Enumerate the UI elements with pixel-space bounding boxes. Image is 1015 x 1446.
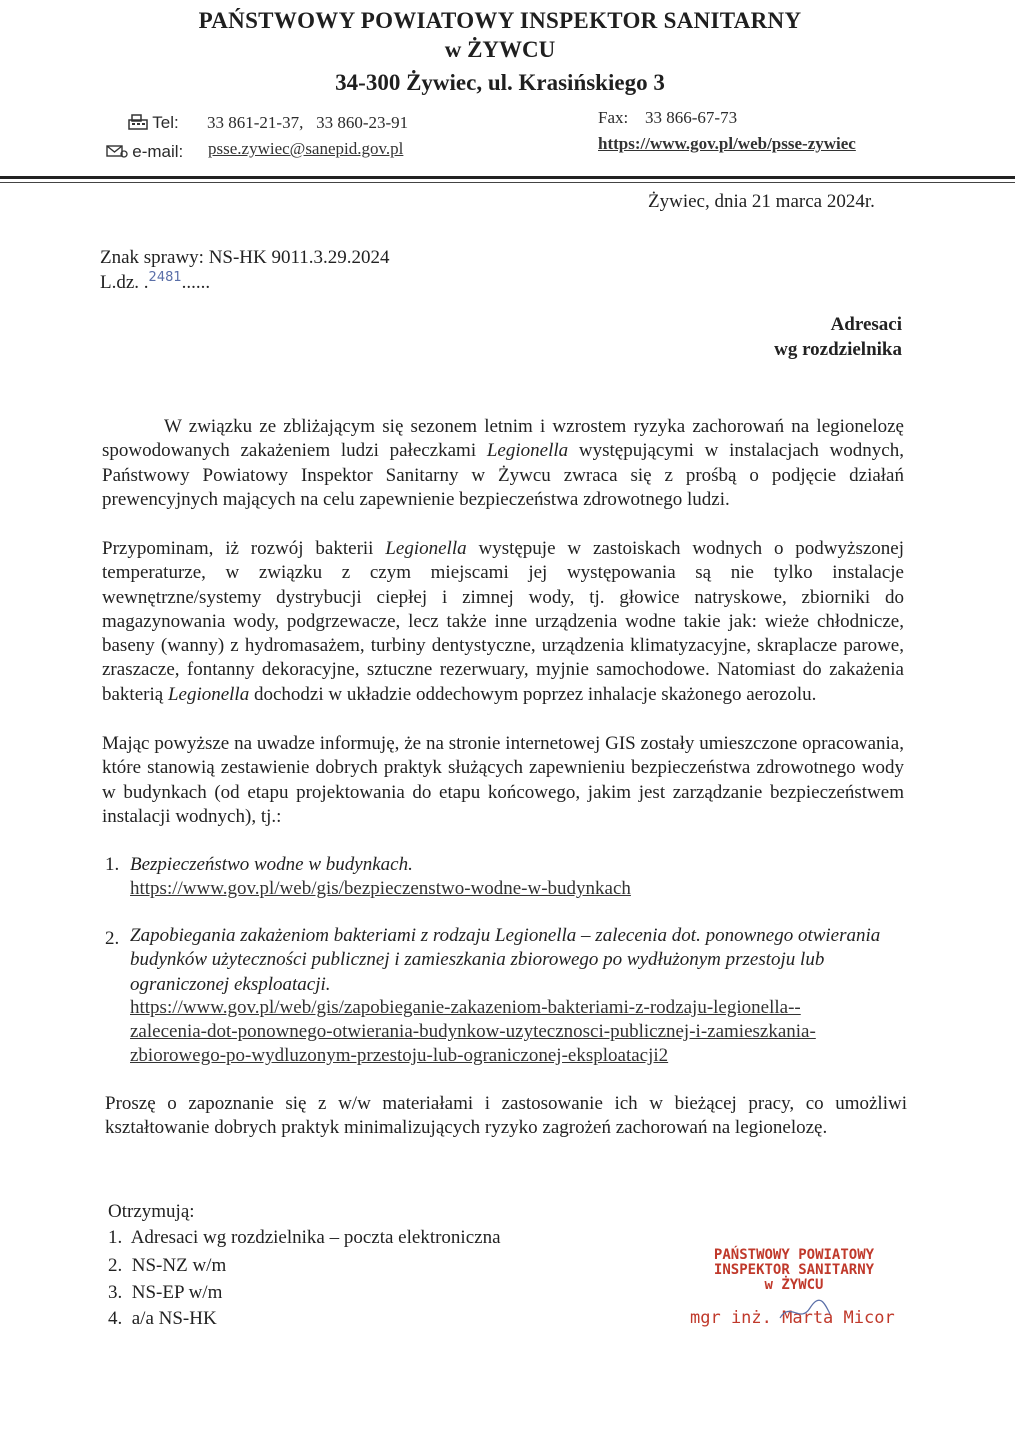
p2-text-a: Przypominam, iż rozwój bakterii [102, 538, 386, 559]
fax-label: Fax: [598, 108, 629, 127]
header-divider-thin [0, 182, 1015, 183]
signature-mark [775, 1296, 835, 1326]
fax-phone-icon [128, 114, 148, 135]
institution-city: w ŻYWCU [444, 37, 556, 62]
ldz-reference [100, 271, 210, 297]
addressee-line1: Adresaci [830, 314, 902, 335]
email-icon [106, 143, 128, 163]
p1-text-b: występującymi w instalacjach wodnych, Państwowy Powiatowy Inspektor Sanitarny w Żywcu zwraca się z prośbą o podjęcie działań prewencyjnych mających na celu zapewnienie bezpieczeństwa zdrowotnego ludzi. [102, 440, 904, 510]
p2-emphasis: Legionella [385, 538, 467, 559]
tel-row [128, 113, 179, 135]
case-reference: Znak sprawy: NS-HK 9011.3.29.2024 [100, 247, 390, 268]
stamp-line1: PAŃSTWOWY POWIATOWY [713, 1247, 875, 1263]
p2-emphasis-2: Legionella [167, 683, 250, 705]
link-item-2-title [130, 924, 905, 997]
email-row [106, 142, 183, 163]
ldz-handwritten-number: 2481 [148, 270, 182, 285]
ldz-suffix: ...... [181, 272, 211, 293]
link-item-2-number: 2. [105, 928, 120, 949]
paragraph-3: Mając powyższe na uwadze informuję, że na stronie internetowej GIS zostały umieszczone opracowania, które stanowią zestawienie dobrych praktyk służących zapewnieniu bezpieczeństwa zdrowotnego wody w budynkach (od etapu projektowania do etapu końcowego, jakim jest zarządzanie bezpieczeństwem instalacji wodnych), tj.: [102, 733, 904, 827]
date-line: Żywiec, dnia 21 marca 2024r. [648, 191, 875, 212]
p1-emphasis: Legionella [486, 440, 569, 462]
institution-address: 34-300 Żywiec, ul. Krasińskiego 3 [335, 70, 665, 95]
recipient-item: 2. NS-NZ w/m [108, 1255, 227, 1276]
link-item-2-title-text: Zapobiegania zakażeniom bakteriami z rodzaju Legionella – zalecenia dot. ponownego otwierania budynków użyteczności publicznej i zamieszkania zbiorowego po wydłużonym przestoju lub ograniczonej eksploatacji. [130, 925, 881, 995]
stamp-line2: INSPEKTOR SANITARNY [713, 1262, 875, 1278]
email-link[interactable]: psse.zywiec@sanepid.gov.pl [208, 139, 404, 158]
website-link[interactable]: https://www.gov.pl/web/psse-zywiec [598, 134, 856, 153]
email-label: e-mail: [132, 142, 184, 161]
official-stamp [678, 1248, 910, 1293]
recipient-item: 3. NS-EP w/m [108, 1282, 223, 1303]
fax-value: 33 866-67-73 [645, 108, 738, 127]
paragraph-4: Proszę o zapoznanie się z w/w materiałami i zastosowanie ich w bieżącej pracy, co umożliwi kształtowanie dobrych praktyk minimalizujących ryzyko zagrożeń zachorowań na legionelozę. [105, 1093, 907, 1139]
institution-name: PAŃSTWOWY POWIATOWY INSPEKTOR SANITARNY [198, 8, 802, 33]
header-divider [0, 176, 1015, 179]
recipients-heading: Otrzymują: [108, 1201, 195, 1222]
p2-text-c: dochodzi w układzie oddechowym poprzez inhalacje skażonego aerozolu. [249, 683, 817, 705]
link-item-1-number: 1. [105, 854, 120, 875]
recipient-item: 4. a/a NS-HK [108, 1308, 217, 1329]
recipient-item: 1. Adresaci wg rozdzielnika – poczta elektroniczna [108, 1227, 501, 1248]
link-item-2-url-line2[interactable]: zalecenia-dot-ponownego-otwierania-budynkow-uzytecznosci-publicznej-i-zamieszkania- [130, 1021, 816, 1042]
paragraph-1 [102, 415, 904, 512]
link-item-1-title [130, 853, 413, 877]
stamp-signer: mgr inż. Marta Micor [690, 1308, 895, 1328]
p2-text-b: występuje w zastoiskach wodnych o podwyższonej temperaturze, w związku z czym miejscami jej występowania są nie tylko instalacje wewnętrzne/systemy dystrybucji ciepłej i zimnej wody, tj. głowice natryskowe, zbiorniki do magazynowania wody, podgrzewacze, lecz także inne urządzenia wodne takie jak: wieże chłodnicze, baseny (wanny) z hydromasażem, turbiny dentystyczne, urządzenia klimatyzacyjne, skraplacze parowe, zraszacze, fontanny dekoracyjne, sztuczne rezerwuary, myjnie samochodowe. Natomiast do zakażenia bakterią [102, 538, 904, 705]
link-item-1-url[interactable]: https://www.gov.pl/web/gis/bezpieczenstwo-wodne-w-budynkach [130, 878, 631, 899]
link-item-2-url-line3[interactable]: zbiorowego-po-wydluzonym-przestoju-lub-ograniczonej-eksploatacji2 [130, 1045, 669, 1066]
tel-label: Tel: [152, 113, 179, 132]
stamp-line3: w ŻYWCU [764, 1277, 824, 1293]
paragraph-2 [102, 537, 904, 707]
tel-value: 33 861-21-37, 33 860-23-91 [207, 113, 409, 132]
link-item-1-title-text: Bezpieczeństwo wodne w budynkach. [130, 854, 413, 875]
ldz-prefix: L.dz. . [100, 272, 149, 293]
p1-text-a: W związku ze zbliżającym się sezonem letnim i wzrostem ryzyka zachorowań na legionelozę spowodowanych zakażeniem ludzi pałeczkami [102, 416, 904, 462]
addressee-line2: wg rozdzielnika [774, 339, 902, 360]
link-item-2-url-line1[interactable]: https://www.gov.pl/web/gis/zapobieganie-zakazeniom-bakteriami-z-rodzaju-legionella-- [130, 997, 801, 1018]
